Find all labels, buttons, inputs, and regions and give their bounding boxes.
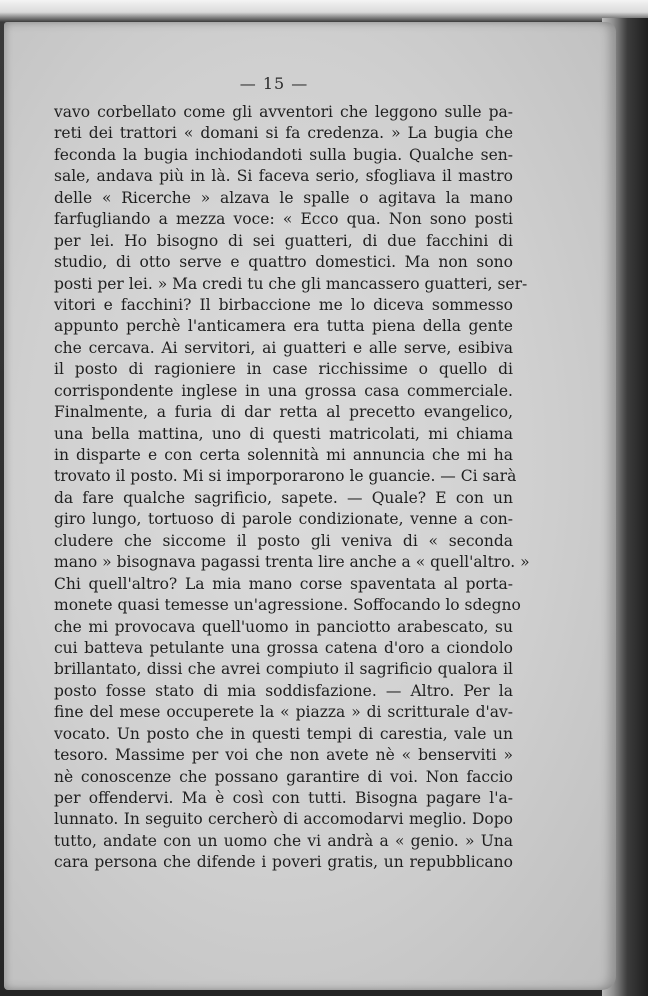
text-line: tesoro. Massime per voi che non avete nè « benserviti » <box>54 746 513 765</box>
text-line: trovato il posto. Mi si imporporarono le guancie. — Ci sarà <box>54 467 517 486</box>
text-line: sale, andava più in là. Si faceva serio, sfogliava il mastro <box>54 167 513 186</box>
text-line: in disparte e con certa solennità mi annuncia che mi ha <box>54 446 513 464</box>
text-line: vitori e facchini? Il birbaccione me lo diceva sommesso <box>54 295 513 314</box>
text-line: posti per lei. » Ma credi tu che gli mancassero guatteri, ser- <box>54 274 528 293</box>
text-line: Chi quell'altro? La mia mano corse spaventata al porta- <box>54 574 513 593</box>
text-line: per offendervi. Ma è così con tutti. Bisogna pagare l'a- <box>54 789 513 807</box>
text-line: vavo corbellato come gli avventori che leggono sulle pa- <box>54 103 513 121</box>
page-number: — 15 — <box>239 74 309 93</box>
text-line: corrispondente inglese in una grossa casa commerciale. <box>54 381 513 400</box>
book-page <box>4 22 616 990</box>
text-line: da fare qualche sagrificio, sapete. — Quale? E con un <box>54 488 513 507</box>
text-line: farfugliando a mezza voce: « Ecco qua. Non sono posti <box>54 210 513 229</box>
text-line: fine del mese occuperete la « piazza » di scritturale d'av- <box>54 703 513 722</box>
text-line: tutto, andate con un uomo che vi andrà a « genio. » Una <box>54 831 513 850</box>
text-line: per lei. Ho bisogno di sei guatteri, di due facchini di <box>54 231 513 250</box>
scan-top-margin <box>0 0 648 22</box>
text-line: appunto perchè l'anticamera era tutta piena della gente <box>54 317 513 336</box>
text-line: brillantato, dissi che avrei compiuto il sagrificio qualora il <box>54 660 513 679</box>
text-line: il posto di ragioniere in case ricchissime o quello di <box>54 360 513 379</box>
text-line: Finalmente, a furia di dar retta al precetto evangelico, <box>54 403 513 422</box>
page-body-text <box>54 102 530 874</box>
text-line: feconda la bugia inchiodandoti sulla bugia. Qualche sen- <box>54 145 513 164</box>
text-line: reti dei trattori « domani si fa credenza. » La bugia che <box>54 124 513 143</box>
text-line: monete quasi temesse un'agressione. Soffocando lo sdegno <box>54 596 521 615</box>
text-line: vocato. Un posto che in questi tempi di carestia, vale un <box>54 724 513 743</box>
text-line: una bella mattina, uno di questi matricolati, mi chiama <box>54 424 513 443</box>
text-line: cui batteva petulante una grossa catena d'oro a ciondolo <box>54 638 513 657</box>
text-line: che cercava. Ai servitori, ai guatteri e alle serve, esibiva <box>54 338 513 357</box>
text-line: cara persona che difende i poveri gratis, un repubblicano <box>54 853 513 872</box>
text-line: mano » bisognava pagassi trenta lire anche a « quell'altro. » <box>54 553 530 572</box>
text-line: lunnato. In seguito cercherò di accomodarvi meglio. Dopo <box>54 810 513 829</box>
text-line: che mi provocava quell'uomo in panciotto arabescato, su <box>54 617 513 636</box>
text-line: nè conoscenze che possano garantire di voi. Non faccio <box>54 767 513 786</box>
text-line: posto fosse stato di mia soddisfazione. — Altro. Per la <box>54 681 513 700</box>
text-line: delle « Ricerche » alzava le spalle o agitava la mano <box>54 188 513 207</box>
text-line: studio, di otto serve e quattro domestici. Ma non sono <box>54 253 513 272</box>
text-line: cludere che siccome il posto gli veniva di « seconda <box>54 531 513 550</box>
text-line: giro lungo, tortuoso di parole condizionate, venne a con- <box>54 510 513 529</box>
